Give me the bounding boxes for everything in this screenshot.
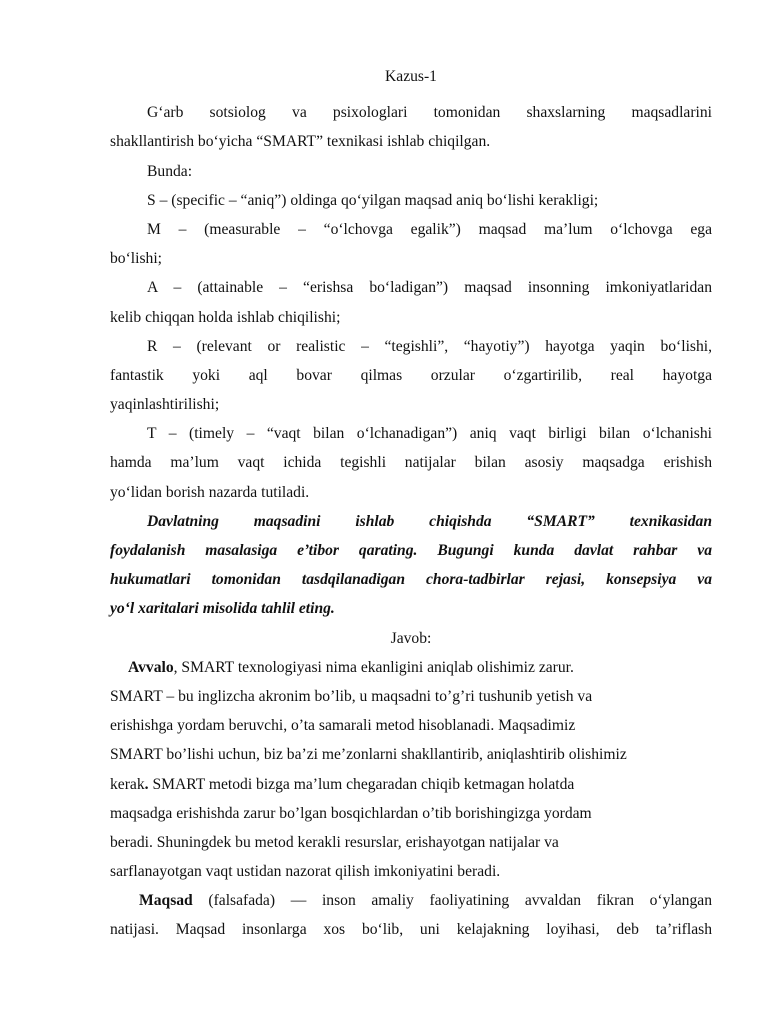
intro-line: G‘arb sotsiolog va psixologlari tomonidan shaxslarning maqsadlarini	[147, 104, 712, 122]
answer-line5-rest: SMART metodi bizga ma’lum chegaradan chiqib ketmagan holatda	[148, 775, 575, 793]
task-line: Davlatning maqsadini ishlab chiqishda “SMART” texnikasidan	[147, 512, 712, 530]
answer-line	[110, 653, 712, 682]
task-line: foydalanish masalasiga e’tibor qarating. Bugungi kunda davlat rahbar va	[110, 542, 712, 559]
answer-line: sarflanayotgan vaqt ustidan nazorat qilish imkoniyatini beradi.	[110, 863, 501, 881]
maqsad-definition: (falsafada) — inson amaliy faoliyatining avvaldan fikran o‘ylangan	[192, 892, 712, 910]
answer-line: erishishga yordam beruvchi, o’ta samarali metod hisoblanadi. Maqsadimiz	[110, 717, 576, 735]
answer-line: SMART bo’lishi uchun, biz ba’zi me’zonlarni shakllantirib, aniqlashtirib olishimiz	[110, 746, 627, 764]
maqsad-term: Maqsad	[139, 892, 193, 910]
answer-line: SMART – bu inglizcha akronim bo’lib, u maqsadni to’g’ri tushunib yetish va	[110, 687, 593, 705]
answer-avvalo: Avvalo	[128, 658, 174, 676]
title-spacer	[110, 91, 712, 98]
answer-line	[110, 770, 712, 799]
task-line: hukumatlari tomonidan tasdqilanadigan chora-tadbirlar rejasi, konsepsiya va	[110, 571, 712, 589]
smart-item-t: hamda ma’lum vaqt ichida tegishli natijalar bilan asosiy maqsadga erishish	[110, 454, 712, 472]
answer-bold-period: .	[144, 775, 149, 793]
smart-item-t: T – (timely – “vaqt bilan o‘lchanadigan”) aniq vaqt birligi bilan o‘lchanishi	[147, 425, 712, 443]
intro-line: shakllantirish bo‘yicha “SMART” texnikasi ishlab chiqilgan.	[110, 133, 491, 151]
smart-item-m: M – (measurable – “o‘lchovga egalik”) maqsad ma’lum o‘lchovga ega	[147, 220, 712, 238]
task-line: yo‘l xaritalari misolida tahlil eting.	[110, 600, 335, 618]
maqsad-line	[110, 886, 712, 915]
bunda-label: Bunda:	[147, 162, 193, 180]
document-page	[110, 62, 712, 945]
smart-item-r: yaqinlashtirilishi;	[110, 396, 220, 414]
answer-line: maqsadga erishishda zarur bo’lgan bosqichlardan o’tib borishingizga yordam	[110, 804, 592, 822]
smart-item-r: R – (relevant or realistic – “tegishli”, “hayotiy”) hayotga yaqin bo‘lishi,	[147, 337, 712, 355]
smart-item-a: A – (attainable – “erishsa bo‘ladigan”) maqsad insonning imkoniyatlaridan	[147, 279, 712, 297]
smart-item-t: yo‘lidan borish nazarda tutiladi.	[110, 483, 310, 501]
answer-line: beradi. Shuningdek bu metod kerakli resurslar, erishayotgan natijalar va	[110, 833, 559, 851]
smart-item-r: fantastik yoki aql bovar qilmas orzular o‘zgartirilib, real hayotga	[110, 366, 712, 384]
document-title: Kazus-1	[385, 68, 437, 85]
smart-item-m: bo‘lishi;	[110, 250, 162, 268]
smart-item-s: S – (specific – “aniq”) oldinga qo‘yilgan maqsad aniq bo‘lishi kerakligi;	[147, 191, 599, 209]
answer-kerak: kerak	[110, 775, 145, 793]
answer-avvalo-rest: , SMART texnologiyasi nima ekanligini aniqlab olishimiz zarur.	[173, 658, 574, 676]
smart-item-a: kelib chiqqan holda ishlab chiqilishi;	[110, 308, 341, 326]
answer-heading: Javob:	[390, 629, 432, 647]
maqsad-line: natijasi. Maqsad insonlarga xos bo‘lib, uni kelajakning loyihasi, deb ta’riflash	[110, 921, 712, 939]
